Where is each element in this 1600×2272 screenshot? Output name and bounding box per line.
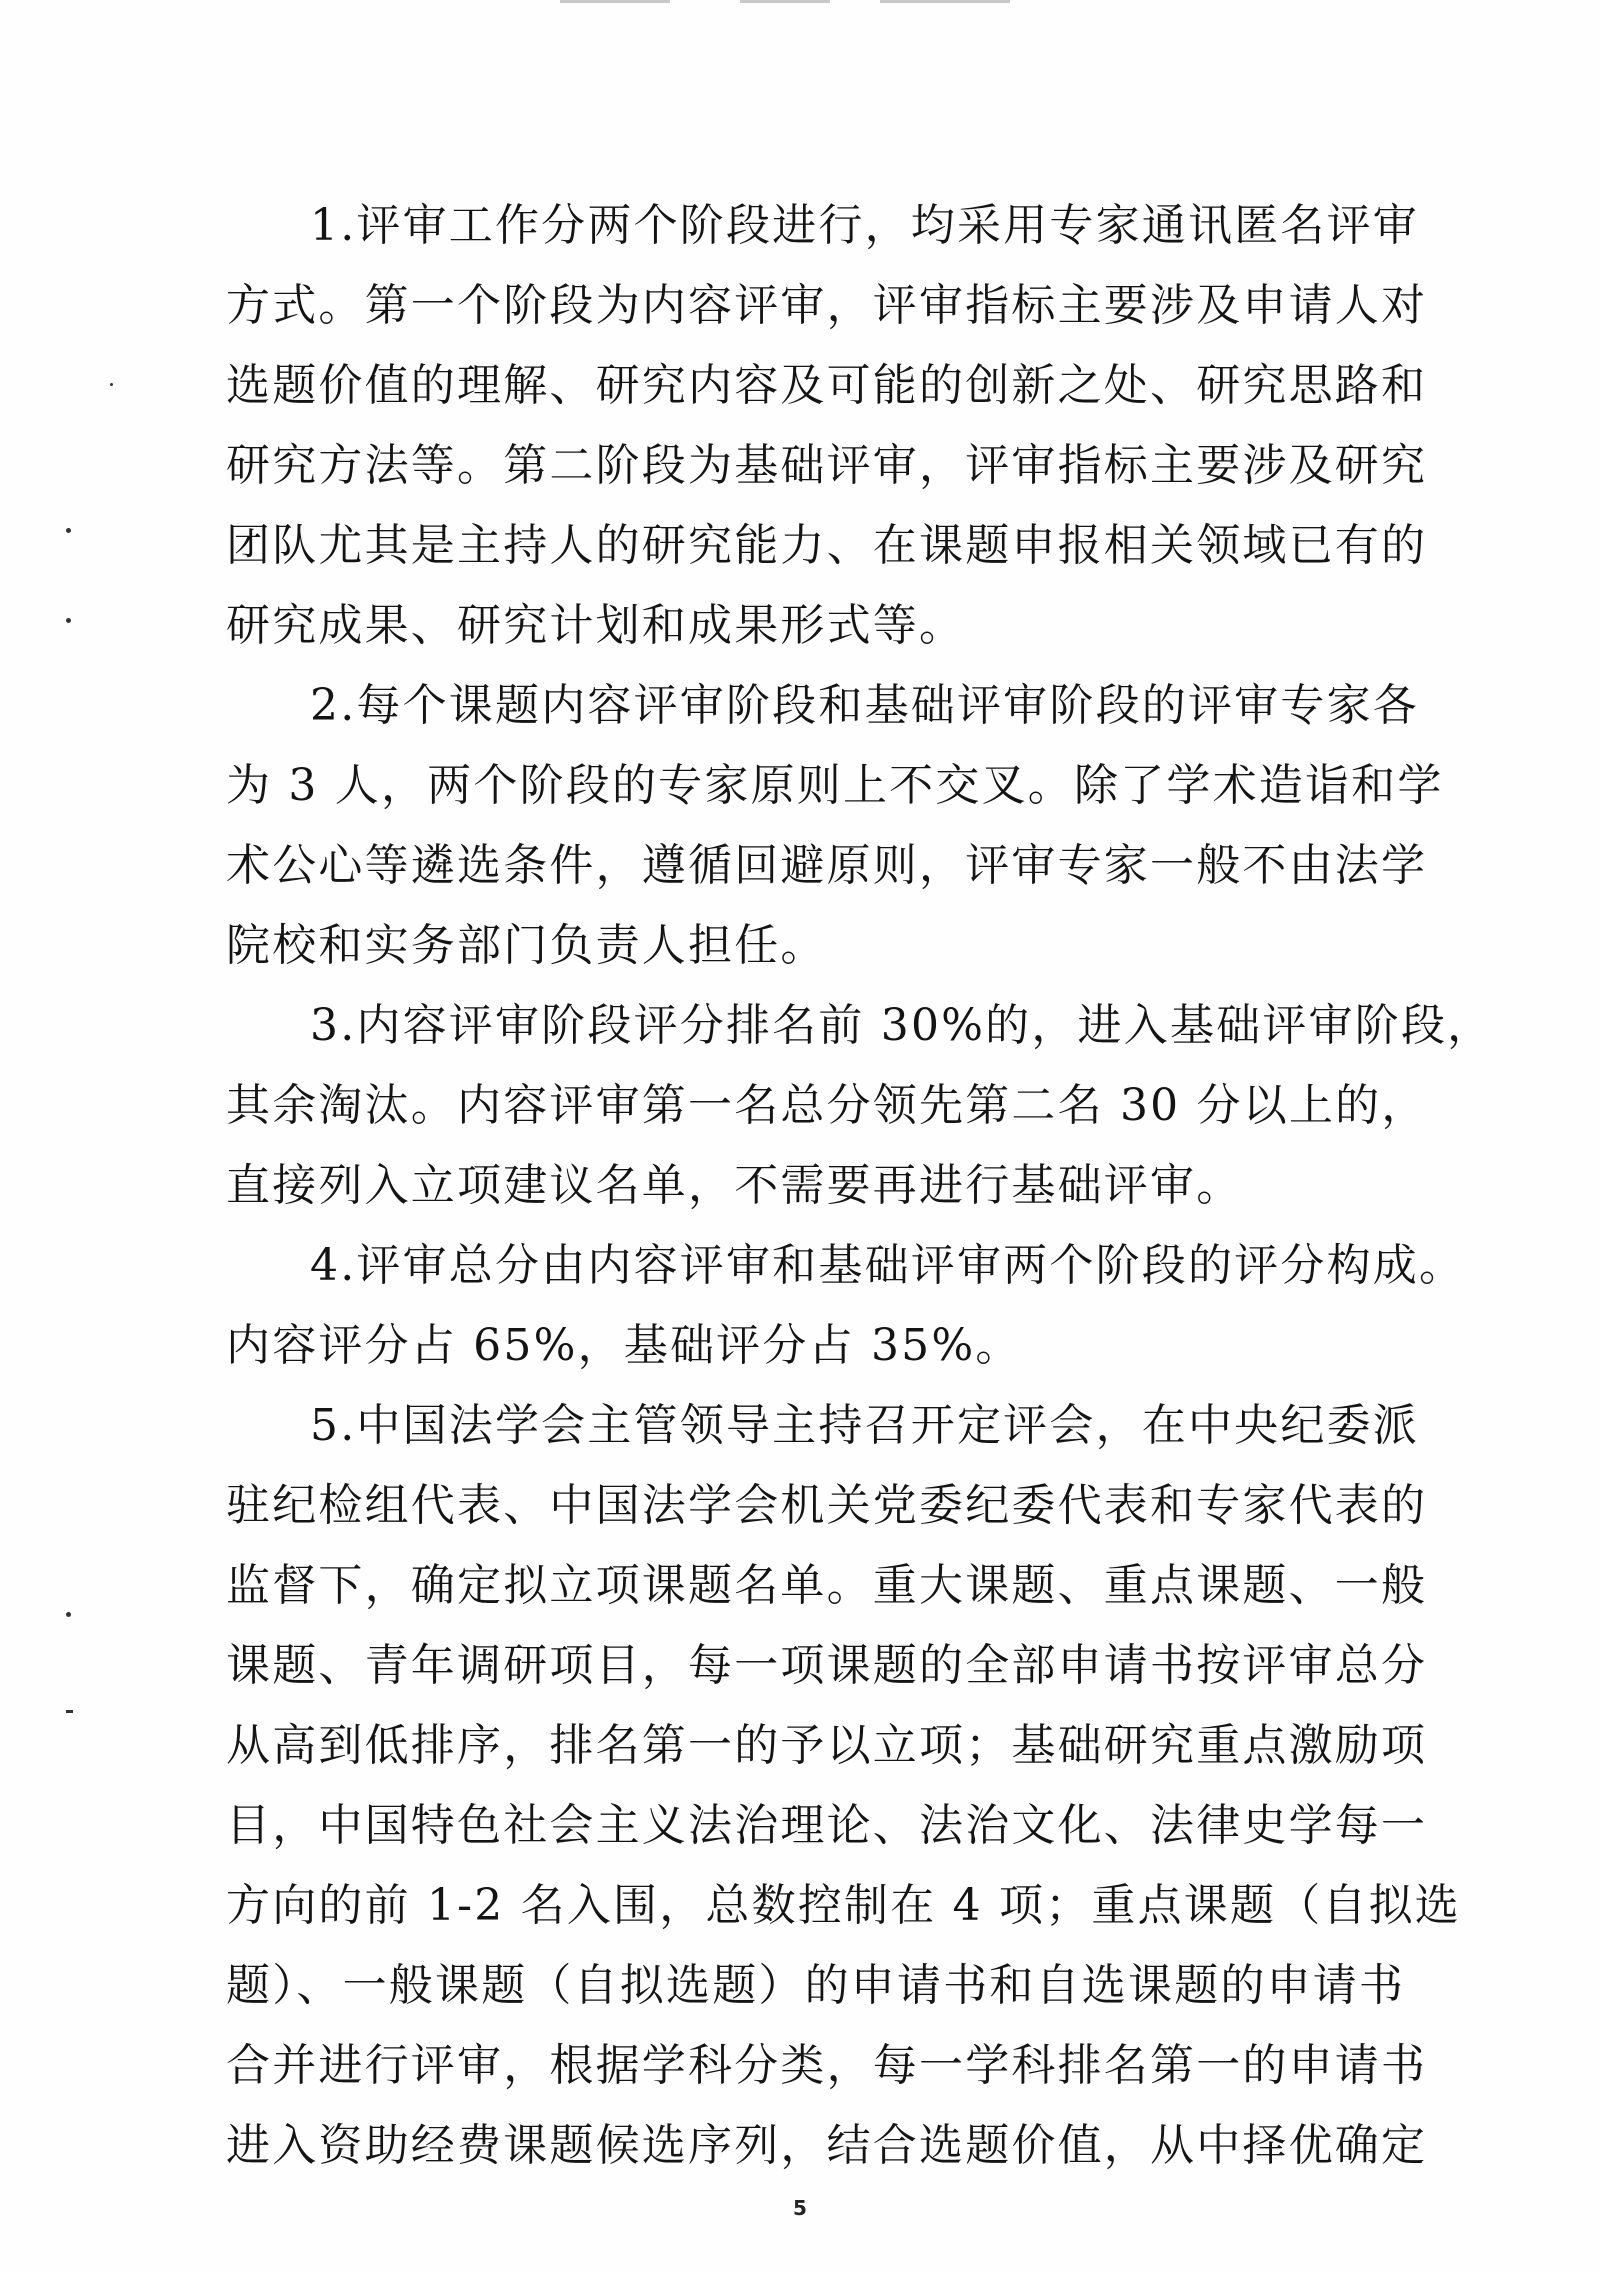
paragraph-4-line: 4.评审总分由内容评审和基础评审两个阶段的评分构成。 [310, 1240, 1466, 1291]
scan-artifact-top [560, 0, 670, 3]
paragraph-3-line: 3.内容评审阶段评分排名前 30%的，进入基础评审阶段， [310, 1000, 1494, 1051]
paragraph-5-line: 题）、一般课题（自拟选题）的申请书和自选课题的申请书 [226, 1960, 1406, 2011]
binding-hole-dot [66, 618, 71, 623]
binding-hole-dot [66, 1710, 73, 1713]
paragraph-5-line: 目，中国特色社会主义法治理论、法治文化、法律史学每一 [226, 1800, 1428, 1851]
paragraph-5-line: 进入资助经费课题候选序列，结合选题价值，从中择优确定 [226, 2120, 1428, 2171]
paragraph-1-line: 研究方法等。第二阶段为基础评审，评审指标主要涉及研究 [226, 440, 1428, 491]
page-number: 5 [793, 2196, 807, 2220]
paragraph-5-line: 5.中国法学会主管领导主持召开定评会，在中央纪委派 [310, 1400, 1419, 1451]
scan-artifact-top [740, 0, 830, 3]
paragraph-5-line: 监督下，确定拟立项课题名单。重大课题、重点课题、一般 [226, 1560, 1428, 1611]
paragraph-2-line: 为 3 人，两个阶段的专家原则上不交叉。除了学术造诣和学 [226, 760, 1444, 811]
scan-artifact-top [880, 0, 1010, 3]
paragraph-1-line: 方式。第一个阶段为内容评审，评审指标主要涉及申请人对 [226, 280, 1428, 331]
paragraph-4-line: 内容评分占 65%，基础评分占 35%。 [226, 1320, 1022, 1371]
paragraph-3-line: 直接列入立项建议名单，不需要再进行基础评审。 [226, 1160, 1243, 1211]
scan-speck [110, 383, 113, 386]
paragraph-1-line: 团队尤其是主持人的研究能力、在课题申报相关领域已有的 [226, 520, 1428, 571]
paragraph-2-line: 2.每个课题内容评审阶段和基础评审阶段的评审专家各 [310, 680, 1419, 731]
binding-hole-dot [66, 528, 71, 533]
paragraph-2-line: 院校和实务部门负责人担任。 [226, 920, 827, 971]
binding-hole-dot [66, 1612, 71, 1617]
paragraph-1-line: 1.评审工作分两个阶段进行，均采用专家通讯匿名评审 [310, 200, 1419, 251]
paragraph-5-line: 方向的前 1-2 名入围，总数控制在 4 项；重点课题（自拟选 [226, 1880, 1461, 1931]
paragraph-5-line: 驻纪检组代表、中国法学会机关党委纪委代表和专家代表的 [226, 1480, 1428, 1531]
paragraph-1-line: 选题价值的理解、研究内容及可能的创新之处、研究思路和 [226, 360, 1428, 411]
paragraph-1-line: 研究成果、研究计划和成果形式等。 [226, 600, 966, 651]
paragraph-2-line: 术公心等遴选条件，遵循回避原则，评审专家一般不由法学 [226, 840, 1428, 891]
paragraph-5-line: 从高到低排序，排名第一的予以立项；基础研究重点激励项 [226, 1720, 1428, 1771]
paragraph-5-line: 课题、青年调研项目，每一项课题的全部申请书按评审总分 [226, 1640, 1428, 1691]
paragraph-3-line: 其余淘汰。内容评审第一名总分领先第二名 30 分以上的， [226, 1080, 1428, 1131]
paragraph-5-line: 合并进行评审，根据学科分类，每一学科排名第一的申请书 [226, 2040, 1428, 2091]
